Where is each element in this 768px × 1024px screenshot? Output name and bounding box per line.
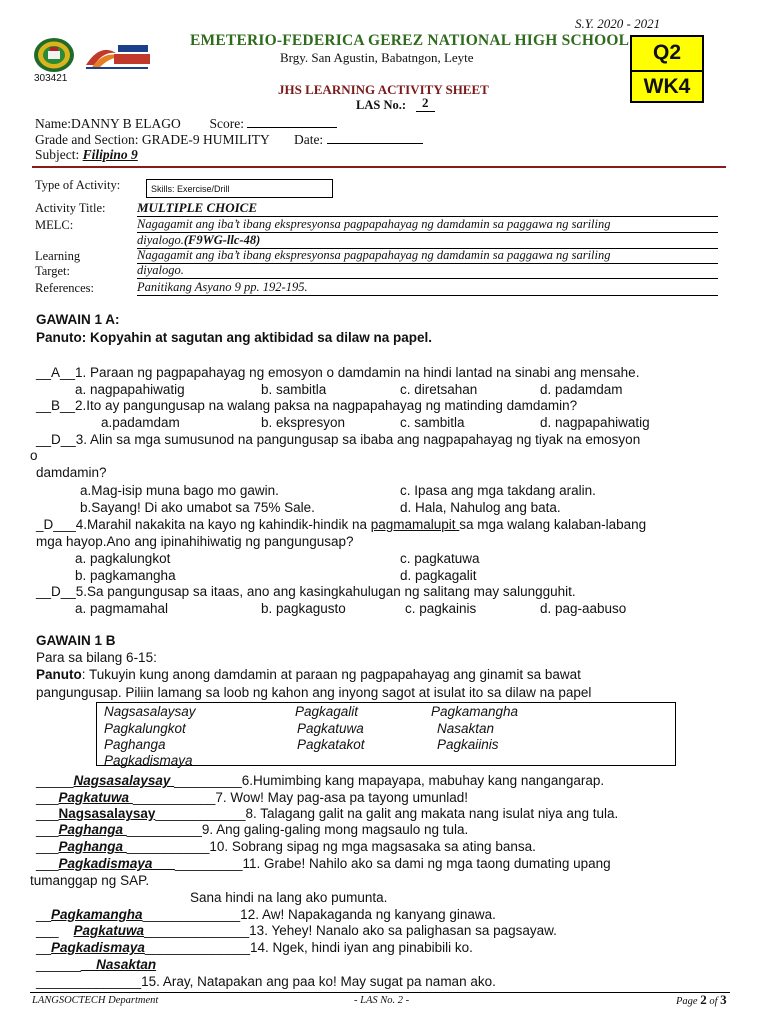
quarter-label: Q2 <box>652 41 681 64</box>
gawain-1a-heading: GAWAIN 1 A: <box>36 312 120 327</box>
references-value: Panitikang Asyano 9 pp. 192-195. <box>137 280 718 296</box>
answer-item-7: ___Pagkatuwa ___________7. Wow! May pag-asa pa tayong umunlad! <box>36 790 469 805</box>
target-line-1: Nagagamit ang iba’t ibang ekspresyonsa pagpapahayag ng damdamin sa paggawa ng sariling <box>137 248 718 264</box>
question-2: __B__2.Ito ay pangungusap na walang paksa na nagpapahayag ng matinding damdamin? <box>36 398 578 413</box>
q3-choice-b: b.Sayang! Di ako umabot sa 75% Sale. <box>80 500 315 515</box>
q4-choice-b: b. pagkamangha <box>75 568 176 583</box>
choices-box <box>96 702 676 766</box>
q3-choice-d: d. Hala, Nahulog ang bata. <box>400 500 561 515</box>
activity-title: MULTIPLE CHOICE <box>137 200 718 217</box>
gawain-1b-range: Para sa bilang 6-15: <box>36 650 157 665</box>
question-3-wrap: o <box>30 448 38 463</box>
gawain-1b-instructions: Panuto: Tukuyin kung anong damdamin at paraan ng pagpapahayag ang ginamit sa bawat <box>36 667 581 682</box>
las-number-value: 2 <box>416 95 435 112</box>
answer-item-9: ___Paghanga __________9. Ang galing-galing mong magsaulo ng tula. <box>36 822 469 837</box>
answer-item-15: ______________15. Aray, Natapakan ang paa ko! May sugat pa naman ako. <box>36 974 496 989</box>
footer-department: LANGSOCTECH Department <box>32 995 159 1006</box>
footer-page-number: Page 2 of 3 <box>676 992 727 1007</box>
q2-choice-c: c. sambitla <box>400 415 465 430</box>
q5-choice-c: c. pagkainis <box>405 601 477 616</box>
melc-code: (F9WG-llc-48) <box>183 233 261 247</box>
q1-choice-c: c. diretsahan <box>400 382 478 397</box>
q2-choice-b: b. ekspresyon <box>261 415 346 430</box>
choice-item: Nasaktan <box>437 721 495 736</box>
answer-item-6: _____Nagsasalaysay _________6.Humimbing kang mapayapa, mabuhay kang nangangarap. <box>36 773 605 788</box>
school-name: EMETERIO-FEDERICA GEREZ NATIONAL HIGH SCHOOL <box>190 32 630 49</box>
grade-label: Grade and Section: <box>35 132 139 147</box>
subject-value: Filipino 9 <box>82 147 138 162</box>
q5-choice-d: d. pag-aabuso <box>540 601 627 616</box>
activity-type-box: Skills: Exercise/Drill <box>146 179 333 198</box>
school-seal-icon <box>33 37 75 73</box>
sheet-title: JHS LEARNING ACTIVITY SHEET <box>278 82 489 97</box>
choice-item: Paghanga <box>104 737 166 752</box>
q1-choice-a: a. nagpapahiwatig <box>75 382 185 397</box>
answer-item-13: ___ Pagkatuwa______________13. Yehey! Nanalo ako sa palighasan sa pagsayaw. <box>36 923 557 938</box>
q4-choice-a: a. pagkalungkot <box>75 551 171 566</box>
question-5: __D__5.Sa pangungusap sa itaas, ano ang kasingkahulugan ng salitang may salungguhit. <box>36 584 576 599</box>
choice-item: Pagkadismaya <box>104 753 193 768</box>
type-label: Type of Activity: <box>35 178 121 192</box>
choice-item: Pagkamangha <box>431 704 519 719</box>
q1-choice-b: b. sambitla <box>261 382 327 397</box>
answer-item-11-extra: Sana hindi na lang ako pumunta. <box>190 890 388 905</box>
title-label: Activity Title: <box>35 201 106 215</box>
name-label: Name: <box>35 116 71 131</box>
q3-choice-c: c. Ipasa ang mga takdang aralin. <box>400 483 596 498</box>
answer-item-11-wrap: tumanggap ng SAP. <box>30 873 150 888</box>
choice-item: Pagkatakot <box>297 737 365 752</box>
score-label: Score: <box>209 116 244 131</box>
question-4: _D___4.Marahil nakakita na kayo ng kahindik-hindik na pagmamalupit sa mga walang kalaban-labang <box>36 517 647 532</box>
footer-las-number: - LAS No. 2 - <box>354 995 410 1006</box>
quarter-week-box <box>630 35 704 103</box>
q4-choice-d: d. pagkagalit <box>400 568 477 583</box>
grade-section-row <box>35 131 423 148</box>
answer-item-10: ___Paghanga ___________10. Sobrang sipag ng mga magsasaka sa ating bansa. <box>36 839 536 854</box>
target-label-1: Learning <box>35 249 81 263</box>
question-3-cont: damdamin? <box>36 465 107 480</box>
q3-choice-a: a.Mag-isip muna bago mo gawin. <box>80 483 279 498</box>
q1-choice-d: d. padamdam <box>540 382 623 397</box>
target-label-2: Target: <box>35 264 70 278</box>
subject-row <box>35 147 138 163</box>
date-label: Date: <box>293 132 324 147</box>
question-4-cont: mga hayop.Ano ang ipinahihiwatig ng pangungusap? <box>36 534 354 549</box>
footer-divider <box>30 992 730 993</box>
week-label: WK4 <box>643 75 691 98</box>
answer-item-14: __Pagkadismaya______________14. Ngek, hindi iyan ang pinabibili ko. <box>36 940 473 955</box>
q5-choice-b: b. pagkagusto <box>261 601 346 616</box>
answer-item-11: ___Pagkadismaya____________11. Grabe! Nahilo ako sa dami ng mga taong dumating upang <box>36 856 611 871</box>
choice-item: Pagkagalit <box>295 704 359 719</box>
las-number-label: LAS No.: <box>356 98 407 112</box>
grade-value: GRADE-9 HUMILITY <box>141 132 270 147</box>
target-line-2: diyalogo. <box>137 263 718 279</box>
subject-label: Subject: <box>35 147 80 162</box>
choice-item: Pagkatuwa <box>297 721 364 736</box>
question-1: __A__1. Paraan ng pagpapahayag ng emosyon o damdamin na hindi lantad na sinabi ang mensahe. <box>36 365 640 380</box>
q2-choice-a: a.padamdam <box>101 415 180 430</box>
q4-choice-c: c. pagkatuwa <box>400 551 480 566</box>
student-name: DANNY B ELAGO <box>71 116 181 131</box>
gawain-1a-instructions: Panuto: Kopyahin at sagutan ang aktibidad sa dilaw na papel. <box>36 330 433 345</box>
school-address: Brgy. San Agustin, Babatngon, Leyte <box>280 50 474 65</box>
header-divider <box>32 166 726 168</box>
answer-item-12: __Pagkamangha_____________12. Aw! Napakaganda ng kanyang ginawa. <box>36 907 496 922</box>
underlined-word: pagmamalupit <box>370 517 460 532</box>
gawain-1b-instructions-cont: pangungusap. Piliin lamang sa loob ng kahon ang inyong sagot at isulat ito sa dilaw na papel <box>36 685 592 700</box>
melc-line-1: Nagagamit ang iba’t ibang ekspresyonsa pagpapahayag ng damdamin sa paggawa ng sariling <box>137 217 718 233</box>
question-3: __D__3. Alin sa mga sumusunod na pangungusap sa ibaba ang nagpapahayag ng tiyak na emosyon <box>36 432 641 447</box>
student-name-row <box>35 115 337 132</box>
project-logo-icon <box>82 39 152 71</box>
answer-item-8: ___Nagsasalaysay____________8. Talagang galit na galit ang makata nang isulat niya ang tula. <box>36 806 619 821</box>
melc-label: MELC: <box>35 218 74 232</box>
answer-item-15-answer: ________Nasaktan <box>36 957 157 972</box>
q5-choice-a: a. pagmamahal <box>75 601 169 616</box>
melc-line-2: diyalogo.(F9WG-llc-48) <box>137 233 718 249</box>
school-id: 303421 <box>34 73 68 84</box>
q2-choice-d: d. nagpapahiwatig <box>540 415 650 430</box>
gawain-1b-heading: GAWAIN 1 B <box>36 633 116 648</box>
choice-item: Pagkalungkot <box>104 721 186 736</box>
choice-item: Nagsasalaysay <box>104 704 196 719</box>
choice-item: Pagkaiinis <box>437 737 499 752</box>
references-label: References: <box>35 281 94 295</box>
school-year: S.Y. 2020 - 2021 <box>575 16 661 31</box>
